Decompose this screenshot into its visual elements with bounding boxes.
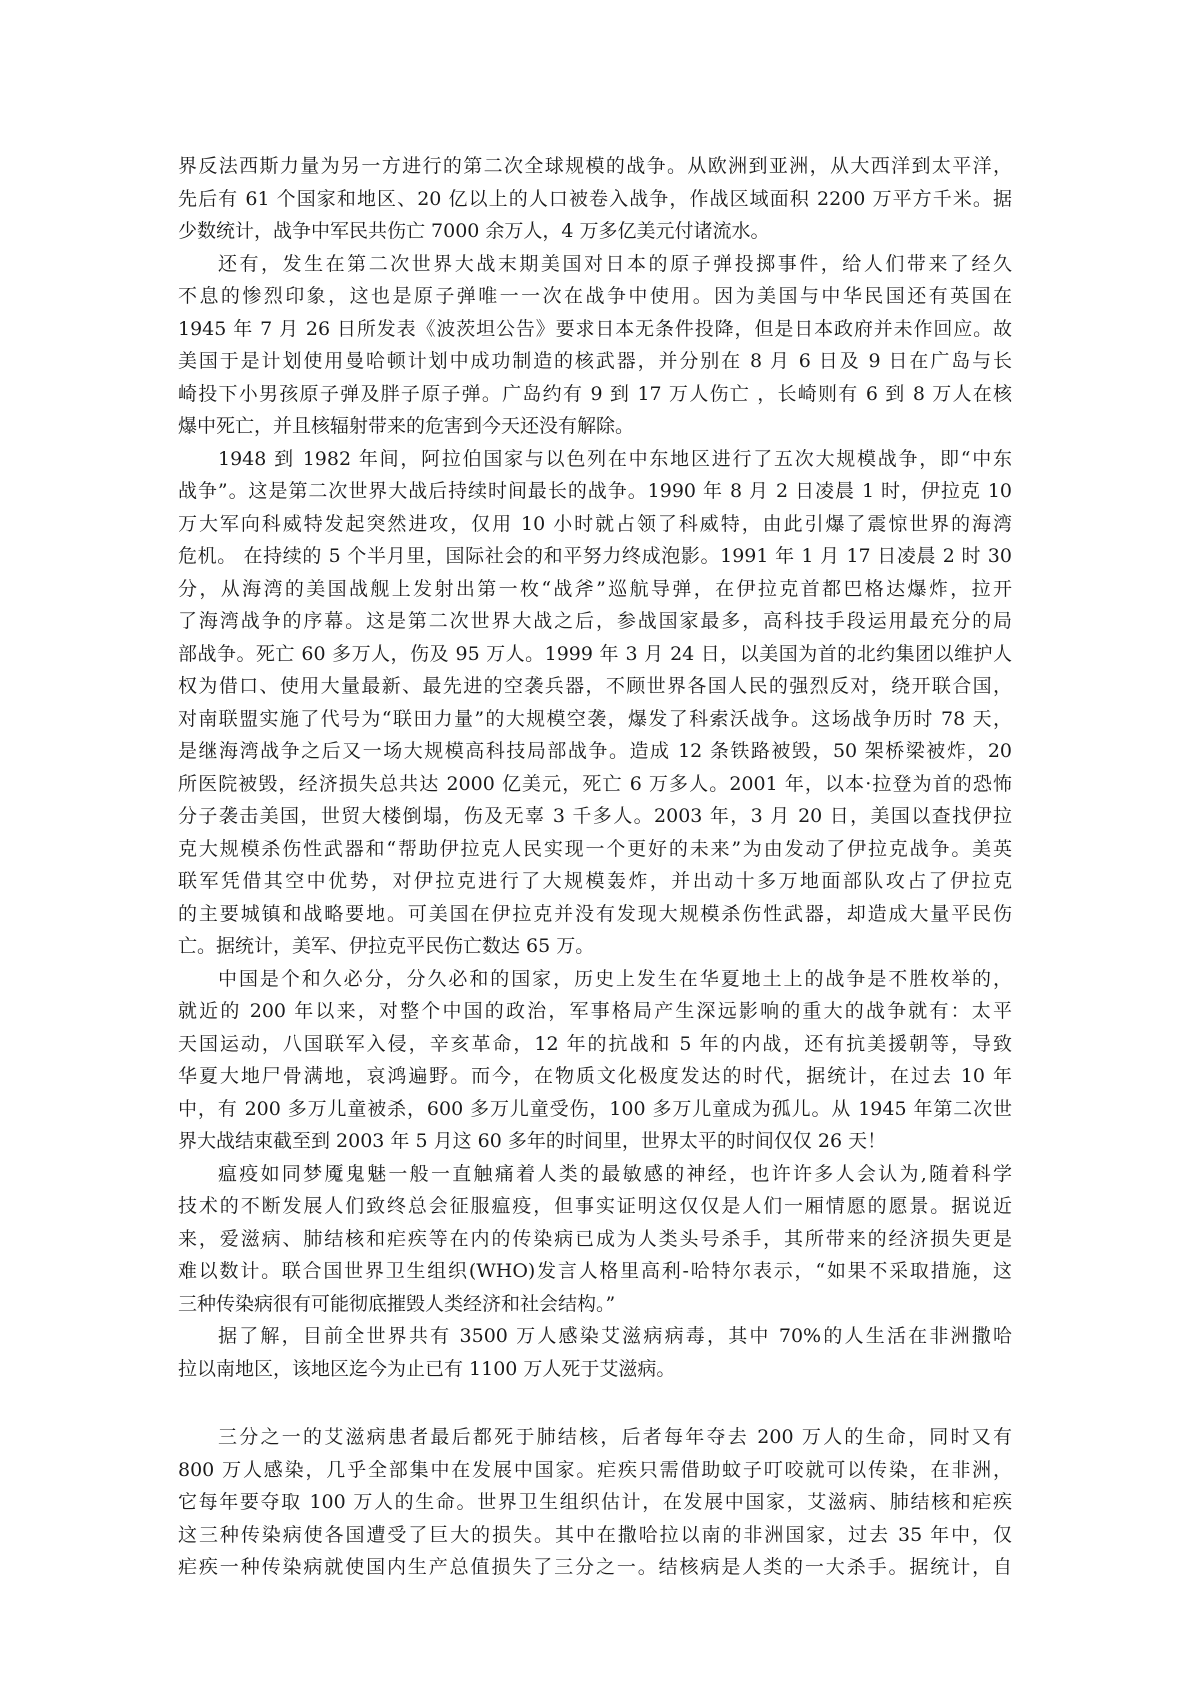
text-line: 先后有 61 个国家和地区、20 亿以上的人口被卷入战争，作战区域面积 2200 万平方千米。据: [178, 187, 1012, 210]
text-line: 难以数计。联合国世界卫生组织(WHO)发言人格里高利-哈特尔表示，“如果不采取措施，这: [178, 1260, 1012, 1282]
text-line: 三种传染病很有可能彻底摧毁人类经济和社会结构。”: [178, 1292, 616, 1315]
text-line: 联军凭借其空中优势，对伊拉克进行了大规模轰炸，并出动十多万地面部队攻占了伊拉克: [178, 870, 1012, 892]
text-line: 界大战结束截至到 2003 年 5 月这 60 多年的时间里，世界太平的时间仅仅 26 天！: [178, 1130, 887, 1152]
text-line: 华夏大地尸骨满地，哀鸿遍野。而今，在物质文化极度发达的时代，据统计，在过去 10 年: [178, 1065, 1012, 1087]
text-line: 所医院被毁，经济损失总共达 2000 亿美元，死亡 6 万多人。2001 年，以本·拉登为首的恐怖: [178, 772, 1012, 795]
text-line: 800 万人感染，几乎全部集中在发展中国家。疟疾只需借助蚊子叮咬就可以传染，在非洲，: [178, 1458, 1012, 1481]
text-line: 1948 到 1982 年间，阿拉伯国家与以色列在中东地区进行了五次大规模战争，即“中东: [218, 447, 1012, 470]
text-line: 中国是个和久必分，分久必和的国家，历史上发生在华夏地土上的战争是不胜枚举的，: [218, 967, 1012, 990]
text-line: 对南联盟实施了代号为“联田力量”的大规模空袭，爆发了科索沃战争。这场战争历时 78 天，: [178, 707, 1012, 730]
document-body: [178, 150, 1012, 1584]
text-line: 来，爱滋病、肺结核和疟疾等在内的传染病已成为人类头号杀手，其所带来的经济损失更是: [178, 1227, 1012, 1250]
text-line: 分子袭击美国，世贸大楼倒塌，伤及无辜 3 千多人。2003 年，3 月 20 日，美国以查找伊拉: [178, 805, 1012, 827]
text-line: 疟疾一种传染病就使国内生产总值损失了三分之一。结核病是人类的一大杀手。据统计，自: [178, 1556, 1012, 1578]
text-line: 这三种传染病使各国遭受了巨大的损失。其中在撒哈拉以南的非洲国家，过去 35 年中，仅: [178, 1523, 1012, 1546]
text-line: 界反法西斯力量为另一方进行的第二次全球规模的战争。从欧洲到亚洲，从大西洋到太平洋，: [178, 155, 1012, 177]
text-line: 部战争。死亡 60 多万人，伤及 95 万人。1999 年 3 月 24 日，以美国为首的北约集团以维护人: [178, 642, 1012, 665]
text-line: 亡。据统计，美军、伊拉克平民伤亡数达 65 万。: [178, 935, 595, 957]
text-line: 的主要城镇和战略要地。可美国在伊拉克并没有发现大规模杀伤性武器，却造成大量平民伤: [178, 902, 1012, 925]
text-line: 据了解，目前全世界共有 3500 万人感染艾滋病病毒，其中 70%的人生活在非洲撒哈: [218, 1325, 1012, 1347]
text-line: 1945 年 7 月 26 日所发表《波茨坦公告》要求日本无条件投降，但是日本政府并未作回应。故: [178, 317, 1012, 340]
text-line: 爆中死亡，并且核辐射带来的危害到今天还没有解除。: [178, 415, 635, 437]
text-line: 技术的不断发展人们致终总会征服瘟疫，但事实证明这仅仅是人们一厢情愿的愿景。据说近: [178, 1195, 1012, 1217]
text-line: 是继海湾战争之后又一场大规模高科技局部战争。造成 12 条铁路被毁，50 架桥梁被炸，20: [178, 740, 1012, 762]
text-line: 不息的惨烈印象，这也是原子弹唯一一次在战争中使用。因为美国与中华民国还有英国在: [178, 285, 1012, 307]
text-line: 还有，发生在第二次世界大战末期美国对日本的原子弹投掷事件，给人们带来了经久: [218, 252, 1012, 275]
text-line: 崎投下小男孩原子弹及胖子原子弹。广岛约有 9 到 17 万人伤亡 ，长崎则有 6 到 8 万人在核: [178, 382, 1012, 405]
text-line: 拉以南地区，该地区迄今为止已有 1100 万人死于艾滋病。: [178, 1357, 676, 1380]
text-line: 瘟疫如同梦魇鬼魅一般一直触痛着人类的最敏感的神经，也许许多人会认为,随着科学: [218, 1162, 1012, 1185]
text-line: 美国于是计划使用曼哈顿计划中成功制造的核武器，并分别在 8 月 6 日及 9 日在广岛与长: [178, 350, 1012, 372]
text-line: 万大军向科威特发起突然进攻，仅用 10 小时就占领了科威特，由此引爆了震惊世界的海湾: [178, 512, 1012, 535]
text-line: 天国运动，八国联军入侵，辛亥革命，12 年的抗战和 5 年的内战，还有抗美援朝等，导致: [178, 1032, 1012, 1055]
text-line: 了海湾战争的序幕。这是第二次世界大战之后，参战国家最多，高科技手段运用最充分的局: [178, 610, 1012, 632]
text-line: 它每年要夺取 100 万人的生命。世界卫生组织估计，在发展中国家，艾滋病、肺结核和疟疾: [178, 1491, 1012, 1513]
text-line: 克大规模杀伤性武器和“帮助伊拉克人民实现一个更好的未来”为由发动了伊拉克战争。美英: [178, 837, 1012, 860]
paragraph-gap: [178, 1385, 1012, 1421]
text-line: 权为借口、使用大量最新、最先进的空袭兵器，不顾世界各国人民的强烈反对，绕开联合国，: [178, 675, 1012, 697]
text-line: 就近的 200 年以来，对整个中国的政治，军事格局产生深远影响的重大的战争就有：太平: [178, 1000, 1012, 1022]
text-line: 三分之一的艾滋病患者最后都死于肺结核，后者每年夺去 200 万人的生命，同时又有: [218, 1426, 1012, 1448]
text-line: 少数统计，战争中军民共伤亡 7000 余万人，4 万多亿美元付诸流水。: [178, 220, 770, 242]
text-line: 中，有 200 多万儿童被杀，600 多万儿童受伤，100 多万儿童成为孤儿。从 1945 年第二次世: [178, 1097, 1012, 1120]
text-line: 危机。 在持续的 5 个半月里，国际社会的和平努力终成泡影。1991 年 1 月 17 日凌晨 2 时 30: [178, 545, 1012, 567]
text-line: 分，从海湾的美国战舰上发射出第一枚“战斧”巡航导弹，在伊拉克首都巴格达爆炸，拉开: [178, 577, 1012, 600]
text-line: 战争”。这是第二次世界大战后持续时间最长的战争。1990 年 8 月 2 日凌晨 1 时，伊拉克 10: [178, 480, 1012, 502]
